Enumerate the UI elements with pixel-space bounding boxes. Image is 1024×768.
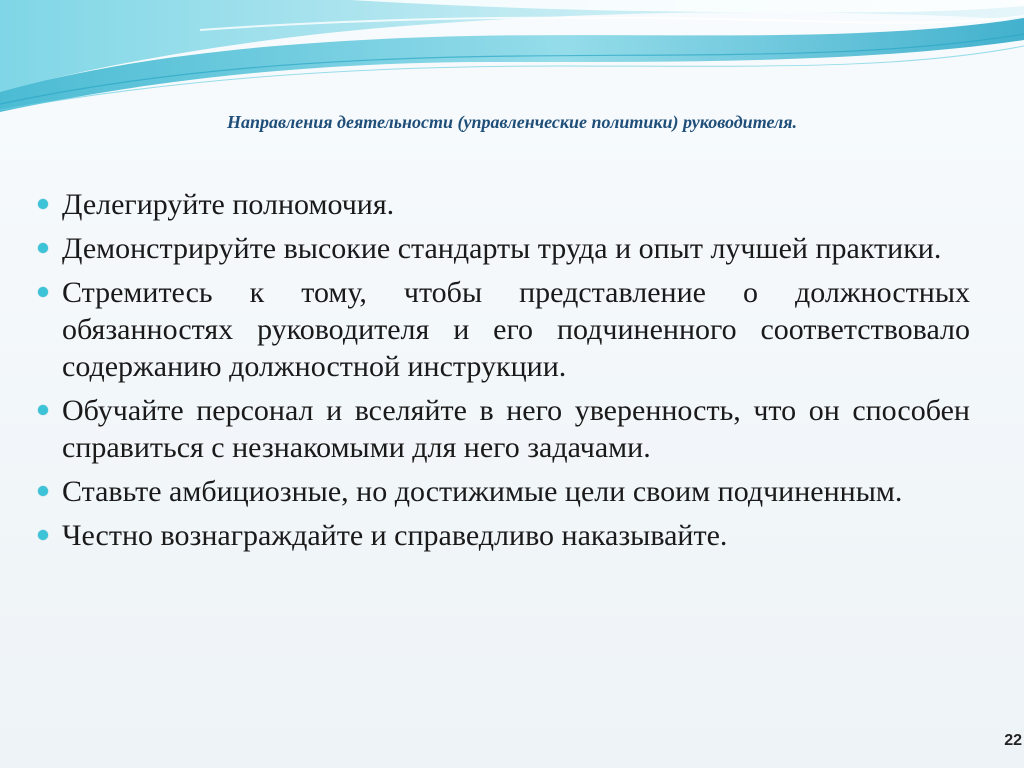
list-item bbox=[36, 274, 970, 385]
round-dot-icon bbox=[38, 287, 48, 297]
list-item-text: Стремитесь к тому, чтобы представление о должностных обязанностях руководителя и его подчиненного соответствовало содержанию должностной инструкции. bbox=[62, 276, 970, 383]
round-dot-icon bbox=[38, 243, 48, 253]
round-dot-icon bbox=[38, 405, 48, 415]
list-item-text: Демонстрируйте высокие стандарты труда и опыт лучшей практики. bbox=[62, 232, 942, 265]
list-item bbox=[36, 473, 970, 510]
round-dot-icon bbox=[38, 530, 48, 540]
list-item-text: Честно вознаграждайте и справедливо наказывайте. bbox=[62, 519, 728, 552]
round-dot-icon bbox=[38, 486, 48, 496]
list-item bbox=[36, 392, 970, 466]
slide-title: Направления деятельности (управленческие политики) руководителя. bbox=[226, 112, 798, 132]
wave-decoration-icon bbox=[0, 0, 1024, 120]
round-dot-icon bbox=[38, 199, 48, 209]
list-item bbox=[36, 186, 970, 223]
list-item-text: Ставьте амбициозные, но достижимые цели своим подчиненным. bbox=[62, 475, 903, 508]
list-item bbox=[36, 230, 970, 267]
bullet-list bbox=[36, 186, 970, 561]
page-number: 22 bbox=[1004, 732, 1022, 749]
list-item bbox=[36, 517, 970, 554]
list-item-text: Обучайте персонал и вселяйте в него уверенность, что он способен справиться с незнакомыми для него задачами. bbox=[62, 394, 970, 464]
list-item-text: Делегируйте полномочия. bbox=[62, 188, 395, 221]
